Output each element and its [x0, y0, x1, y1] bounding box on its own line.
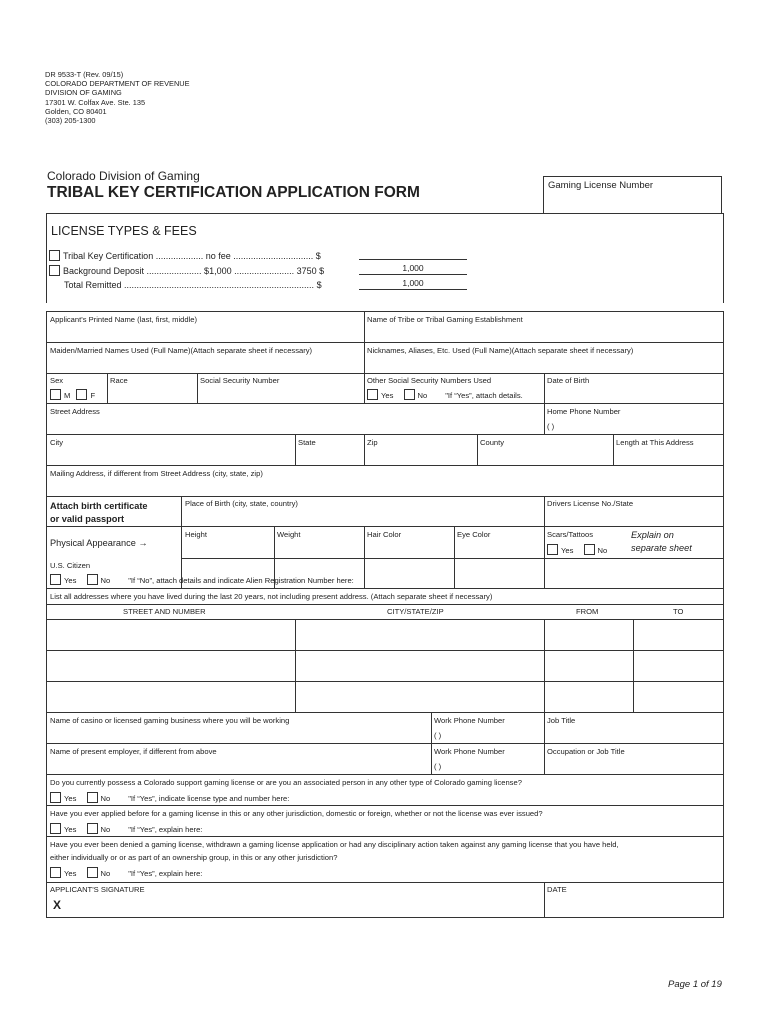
no-checkbox[interactable] [404, 389, 415, 400]
division: DIVISION OF GAMING [45, 88, 122, 98]
agency-name: Colorado Division of Gaming [47, 169, 200, 183]
q2-options [50, 823, 202, 834]
no-label: No [597, 546, 608, 555]
work-phone-label: Work Phone Number [434, 716, 505, 725]
col-to: TO [673, 607, 684, 616]
yes-label: Yes [64, 794, 77, 803]
maiden-names-label: Maiden/Married Names Used (Full Name)(Attach separate sheet if necessary) [50, 346, 313, 355]
signature-x: X [53, 898, 62, 912]
work-phone-parens: ( ) [434, 731, 442, 740]
city-label: City [50, 438, 64, 447]
street-label: Street Address [50, 407, 100, 416]
no-label: No [417, 391, 428, 400]
eye-label: Eye Color [457, 530, 491, 539]
job-title-label: Job Title [547, 716, 576, 725]
page-number: Page 1 of 19 [668, 979, 722, 990]
agency-header [45, 70, 190, 125]
county-label: County [480, 438, 505, 447]
question-2: Have you ever applied before for a gaming license in this or any other jurisdiction, domestic or foreign, whether or not the license was ever issued? [50, 809, 543, 818]
tribe-name-label: Name of Tribe or Tribal Gaming Establishment [367, 315, 523, 324]
yes-label: Yes [64, 825, 77, 834]
signature-label: APPLICANT'S SIGNATURE [50, 885, 145, 894]
hair-label: Hair Color [367, 530, 402, 539]
background-deposit-checkbox[interactable] [49, 265, 60, 276]
col-street: STREET AND NUMBER [123, 607, 206, 616]
yes-label: Yes [561, 546, 574, 555]
male-label: M [64, 391, 71, 400]
attach-birth-label-1: Attach birth certificate [50, 501, 148, 511]
home-phone-label: Home Phone Number [547, 407, 621, 416]
city: Golden, CO 80401 [45, 106, 107, 116]
question-3b: either individually or or as part of an ownership group, in this or any other jurisdiction? [50, 853, 338, 862]
gaming-license-number-field[interactable] [543, 176, 722, 214]
q1-note: "If “Yes”, indicate license type and number here: [128, 794, 290, 803]
no-checkbox[interactable] [87, 823, 98, 834]
license-fees-section [46, 213, 724, 303]
mailing-label: Mailing Address, if different from Street Address (city, state, zip) [50, 469, 263, 478]
sex-label: Sex [50, 376, 64, 385]
background-deposit-field[interactable]: 1,000 [359, 263, 467, 275]
drivers-license-label: Drivers License No./State [547, 499, 634, 508]
total-remitted-field[interactable]: 1,000 [359, 278, 467, 290]
attach-birth-label-2: or valid passport [50, 514, 125, 524]
no-label: No [100, 794, 111, 803]
printed-name-label: Applicant's Printed Name (last, first, middle) [50, 315, 198, 324]
fee-row-background [49, 265, 324, 277]
yes-checkbox[interactable] [50, 792, 61, 803]
address: 17301 W. Colfax Ave. Ste. 135 [45, 97, 146, 107]
no-checkbox[interactable] [87, 867, 98, 878]
no-label: No [100, 825, 111, 834]
form-title: TRIBAL KEY CERTIFICATION APPLICATION FORM [47, 184, 420, 201]
yes-checkbox[interactable] [50, 574, 61, 585]
q1-options [50, 792, 289, 803]
no-checkbox[interactable] [87, 574, 98, 585]
if-yes-note: "If “Yes”, attach details. [445, 391, 523, 400]
female-label: F [90, 391, 96, 400]
col-from: FROM [576, 607, 599, 616]
scars-options [547, 544, 607, 555]
yes-checkbox[interactable] [50, 867, 61, 878]
yes-checkbox[interactable] [367, 389, 378, 400]
yes-label: Yes [64, 869, 77, 878]
gaming-license-label: Gaming License Number [548, 180, 654, 191]
other-ssn-label: Other Social Security Numbers Used [367, 376, 492, 385]
no-label: No [100, 576, 111, 585]
question-1: Do you currently possess a Colorado support gaming license or are you an associated person in any other type of Colorado gaming license? [50, 778, 522, 787]
us-citizen-label: U.S. Citizen [50, 561, 91, 570]
fee-label: Background Deposit ...................... $1,000 ........................ 3750 $ [63, 266, 325, 276]
yes-label: Yes [381, 391, 394, 400]
yes-label: Yes [64, 576, 77, 585]
col-city: CITY/STATE/ZIP [387, 607, 444, 616]
application-grid [46, 311, 724, 918]
q3-options [50, 867, 202, 878]
length-address-label: Length at This Address [616, 438, 694, 447]
yes-checkbox[interactable] [50, 823, 61, 834]
fee-row-tribal-key [49, 250, 321, 262]
tribal-key-fee-field[interactable] [359, 248, 467, 260]
present-employer-label: Name of present employer, if different from above [50, 747, 217, 756]
fee-label: Tribal Key Certification ................... no fee ................................ $ [63, 251, 321, 261]
tribal-key-checkbox[interactable] [49, 250, 60, 261]
if-no-note: "If “No”, attach details and indicate Alien Registration Number here: [128, 576, 354, 585]
fees-heading: LICENSE TYPES & FEES [51, 224, 197, 238]
occupation-label: Occupation or Job Title [547, 747, 625, 756]
explain-label-1: Explain on [631, 530, 674, 540]
q3-note: "If “Yes”, explain here: [128, 869, 203, 878]
explain-label-2: separate sheet [631, 543, 692, 553]
question-3a: Have you ever been denied a gaming license, withdrawn a gaming license application or had any disciplinary action taken against any gaming license that you have held, [50, 840, 619, 849]
other-ssn-options [367, 389, 523, 400]
scars-label: Scars/Tattoos [547, 530, 594, 539]
casino-label: Name of casino or licensed gaming business where you will be working [50, 716, 290, 725]
physical-appearance-label: Physical Appearance → [50, 538, 148, 548]
home-phone-parens: ( ) [547, 422, 555, 431]
race-label: Race [110, 376, 128, 385]
place-birth-label: Place of Birth (city, state, country) [185, 499, 298, 508]
zip-label: Zip [367, 438, 378, 447]
q2-note: "If “Yes”, explain here: [128, 825, 203, 834]
no-checkbox[interactable] [87, 792, 98, 803]
yes-checkbox[interactable] [547, 544, 558, 555]
no-checkbox[interactable] [584, 544, 595, 555]
fee-row-total [64, 280, 322, 292]
department: COLORADO DEPARTMENT OF REVENUE [45, 79, 190, 89]
date-label: DATE [547, 885, 567, 894]
dob-label: Date of Birth [547, 376, 590, 385]
state-label: State [298, 438, 316, 447]
us-citizen-options [50, 574, 354, 585]
female-checkbox[interactable] [76, 389, 87, 400]
ssn-label: Social Security Number [200, 376, 280, 385]
height-label: Height [185, 530, 207, 539]
phone: (303) 205-1300 [45, 116, 96, 126]
addresses-label: List all addresses where you have lived during the last 20 years, not including present address. (Attach separate sheet if necessary) [50, 592, 493, 601]
nicknames-label: Nicknames, Aliases, Etc. Used (Full Name)(Attach separate sheet if necessary) [367, 346, 634, 355]
weight-label: Weight [277, 530, 301, 539]
work-phone-label-2: Work Phone Number [434, 747, 505, 756]
sex-options [50, 389, 95, 400]
work-phone-parens-2: ( ) [434, 762, 442, 771]
form-number: DR 9533-T (Rev. 09/15) [45, 70, 124, 79]
male-checkbox[interactable] [50, 389, 61, 400]
fee-label: Total Remitted ............................................................................ $ [64, 280, 322, 290]
no-label: No [100, 869, 111, 878]
